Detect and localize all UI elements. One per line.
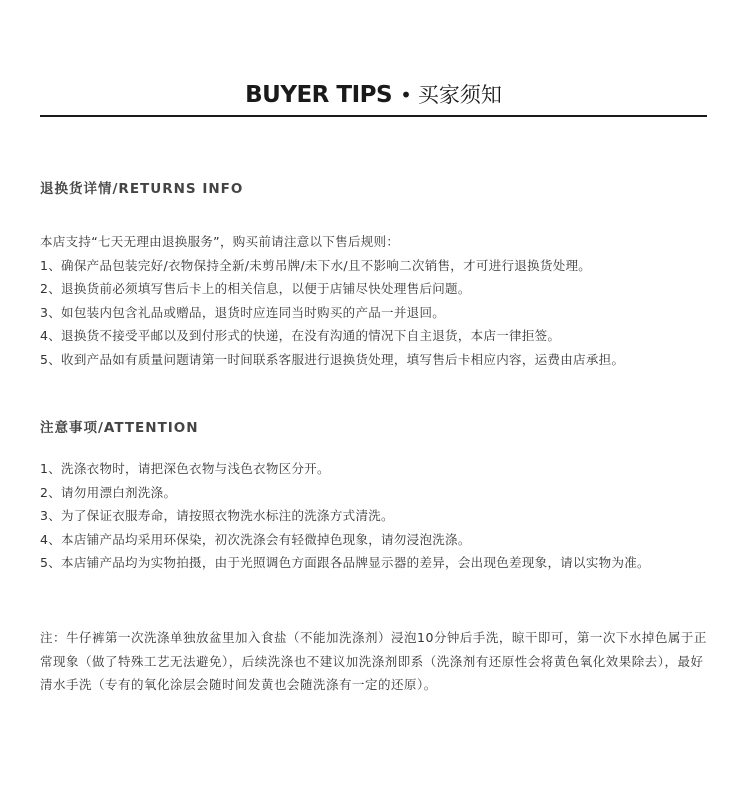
list-item: 5、本店铺产品均为实物拍摄，由于光照调色方面跟各品牌显示器的差异，会出现色差现象，请以实物为准。	[40, 555, 650, 571]
list-item: 4、退换货不接受平邮以及到付形式的快递，在没有沟通的情况下自主退货，本店一律拒签。	[40, 328, 561, 344]
returns-section-title: 退换货详情/RETURNS INFO	[40, 181, 244, 197]
list-item: 3、如包装内包含礼品或赠品，退货时应连同当时购买的产品一并退回。	[40, 304, 446, 320]
list-item: 3、为了保证衣服寿命，请按照衣物洗水标注的洗涤方式清洗。	[40, 508, 394, 524]
list-item: 2、请勿用漂白剂洗涤。	[40, 484, 177, 500]
returns-intro: 本店支持“七天无理由退换服务”，购买前请注意以下售后规则：	[40, 234, 400, 249]
returns-section-body	[40, 230, 720, 372]
page-title-en: BUYER TIPS	[245, 82, 393, 108]
header-divider	[40, 115, 707, 117]
attention-section-title: 注意事项/ATTENTION	[40, 420, 199, 436]
list-item: 5、收到产品如有质量问题请第一时间联系客服进行退换货处理，填写售后卡相应内容，运费由店承担。	[40, 351, 625, 367]
list-item: 1、确保产品包装完好/衣物保持全新/未剪吊牌/未下水/且不影响二次销售，才可进行退换货处理。	[40, 257, 592, 273]
list-item: 1、洗涤衣物时，请把深色衣物与浅色衣物区分开。	[40, 461, 330, 476]
title-separator: •	[400, 83, 412, 107]
page-header	[40, 78, 707, 112]
list-item: 4、本店铺产品均采用环保染，初次洗涤会有轻微掉色现象，请勿浸泡洗涤。	[40, 531, 471, 547]
page-title-cn: 买家须知	[417, 83, 502, 107]
denim-care-note: 注：牛仔裤第一次洗涤单独放盆里加入食盐（不能加洗涤剂）浸泡10分钟后手洗，晾干即可，第一次下水掉色属于正常现象（做了特殊工艺无法避免），后续洗涤也不建议加洗涤剂即系（洗涤剂有还原性会将黄色氧化效果除去），最好清水手洗（专有的氧化涂层会随时间发黄也会随洗涤有一定的还原）。	[40, 630, 707, 693]
list-item: 2、退换货前必须填写售后卡上的相关信息，以便于店铺尽快处理售后问题。	[40, 281, 471, 297]
attention-section-body	[40, 457, 720, 575]
